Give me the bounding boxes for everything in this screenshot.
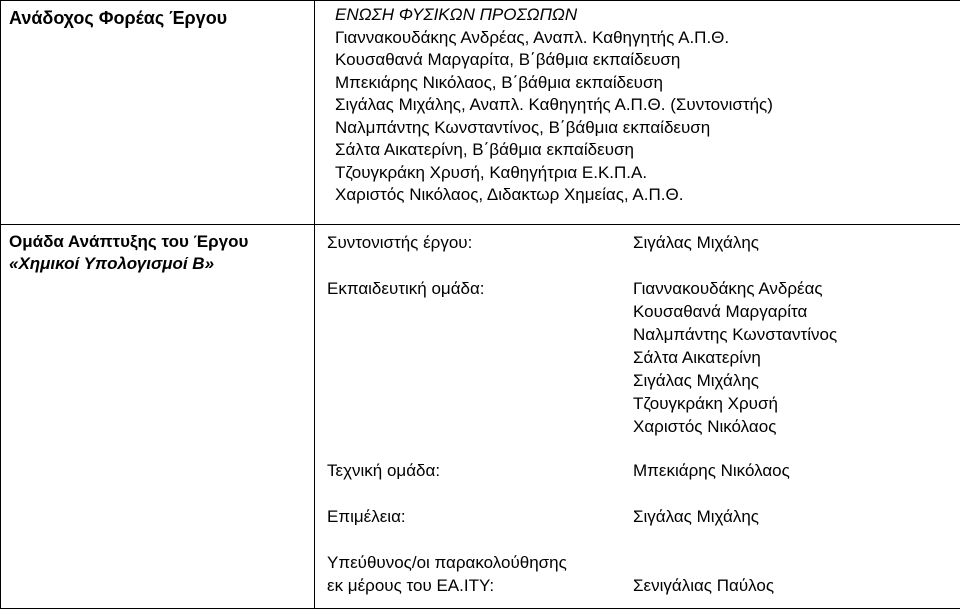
lead-label-cell xyxy=(1,1,315,225)
edu-team-member: Γιαννακουδάκης Ανδρέας xyxy=(633,279,823,298)
edu-team-member: Κουσαθανά Μαργαρίτα xyxy=(633,302,808,321)
team-roles-cell xyxy=(315,225,960,609)
editing-name: Σιγάλας Μιχάλης xyxy=(633,507,759,526)
editing-label: Επιμέλεια: xyxy=(327,507,406,526)
monitor-label-line1: Υπεύθυνος/οι παρακολούθησης xyxy=(327,553,567,572)
member-item: Μπεκιάρης Νικόλαος, Β΄βάθμια εκπαίδευση xyxy=(335,72,663,92)
tech-team-name: Μπεκιάρης Νικόλαος xyxy=(633,461,790,480)
coordinator-label: Συντονιστής έργου: xyxy=(327,233,473,252)
monitor-name: Σενιγάλιας Παύλος xyxy=(633,576,775,595)
members-list xyxy=(315,1,960,224)
edu-team-member: Χαριστός Νικόλαος xyxy=(633,417,777,436)
team-label-line1: Ομάδα Ανάπτυξης του Έργου xyxy=(9,232,249,251)
member-item: Κουσαθανά Μαργαρίτα, Β΄βάθμια εκπαίδευση xyxy=(335,50,681,69)
team-row xyxy=(1,225,960,609)
coordinator-name: Σιγάλας Μιχάλης xyxy=(633,233,759,252)
team-label-cell xyxy=(1,225,315,609)
edu-team-member: Ναλμπάντης Κωνσταντίνος xyxy=(633,325,838,344)
partner-name: ΕΝΩΣΗ ΦΥΣΙΚΩΝ ΠΡΟΣΩΠΩΝ xyxy=(335,5,578,24)
member-item: Σιγάλας Μιχάλης, Αναπλ. Καθηγητής Α.Π.Θ. (Συντονιστής) xyxy=(335,95,773,114)
tech-team-label: Τεχνική ομάδα: xyxy=(327,461,441,480)
team-project-title: «Χημικοί Υπολογισμοί Β» xyxy=(9,254,215,273)
member-item: Γιαννακουδάκης Ανδρέας, Αναπλ. Καθηγητής Α.Π.Θ. xyxy=(335,27,730,47)
edu-team-member: Σάλτα Αικατερίνη xyxy=(633,348,761,367)
team-label xyxy=(1,225,314,275)
monitor-label xyxy=(327,551,627,597)
lead-label: Ανάδοχος Φορέας Έργου xyxy=(9,8,228,28)
edu-team-member: Σιγάλας Μιχάλης xyxy=(633,371,759,390)
member-item: Ναλμπάντης Κωνσταντίνος, Β΄βάθμια εκπαίδευση xyxy=(335,117,711,137)
member-item: Χαριστός Νικόλαος, Διδακτωρ Χημείας, Α.Π.Θ. xyxy=(335,185,684,204)
project-lead-row xyxy=(1,1,960,225)
member-item: Σάλτα Αικατερίνη, Β΄βάθμια εκπαίδευση xyxy=(335,140,634,159)
edu-team-list xyxy=(633,277,953,438)
edu-team-member: Τζουγκράκη Χρυσή xyxy=(633,394,778,413)
lead-members-cell xyxy=(315,1,960,225)
member-item: Τζουγκράκη Χρυσή, Καθηγήτρια Ε.Κ.Π.Α. xyxy=(335,162,648,182)
monitor-label-line2: εκ μέρους του ΕΑ.ΙΤΥ: xyxy=(327,576,495,595)
edu-team-label: Εκπαιδευτική ομάδα: xyxy=(327,279,485,298)
